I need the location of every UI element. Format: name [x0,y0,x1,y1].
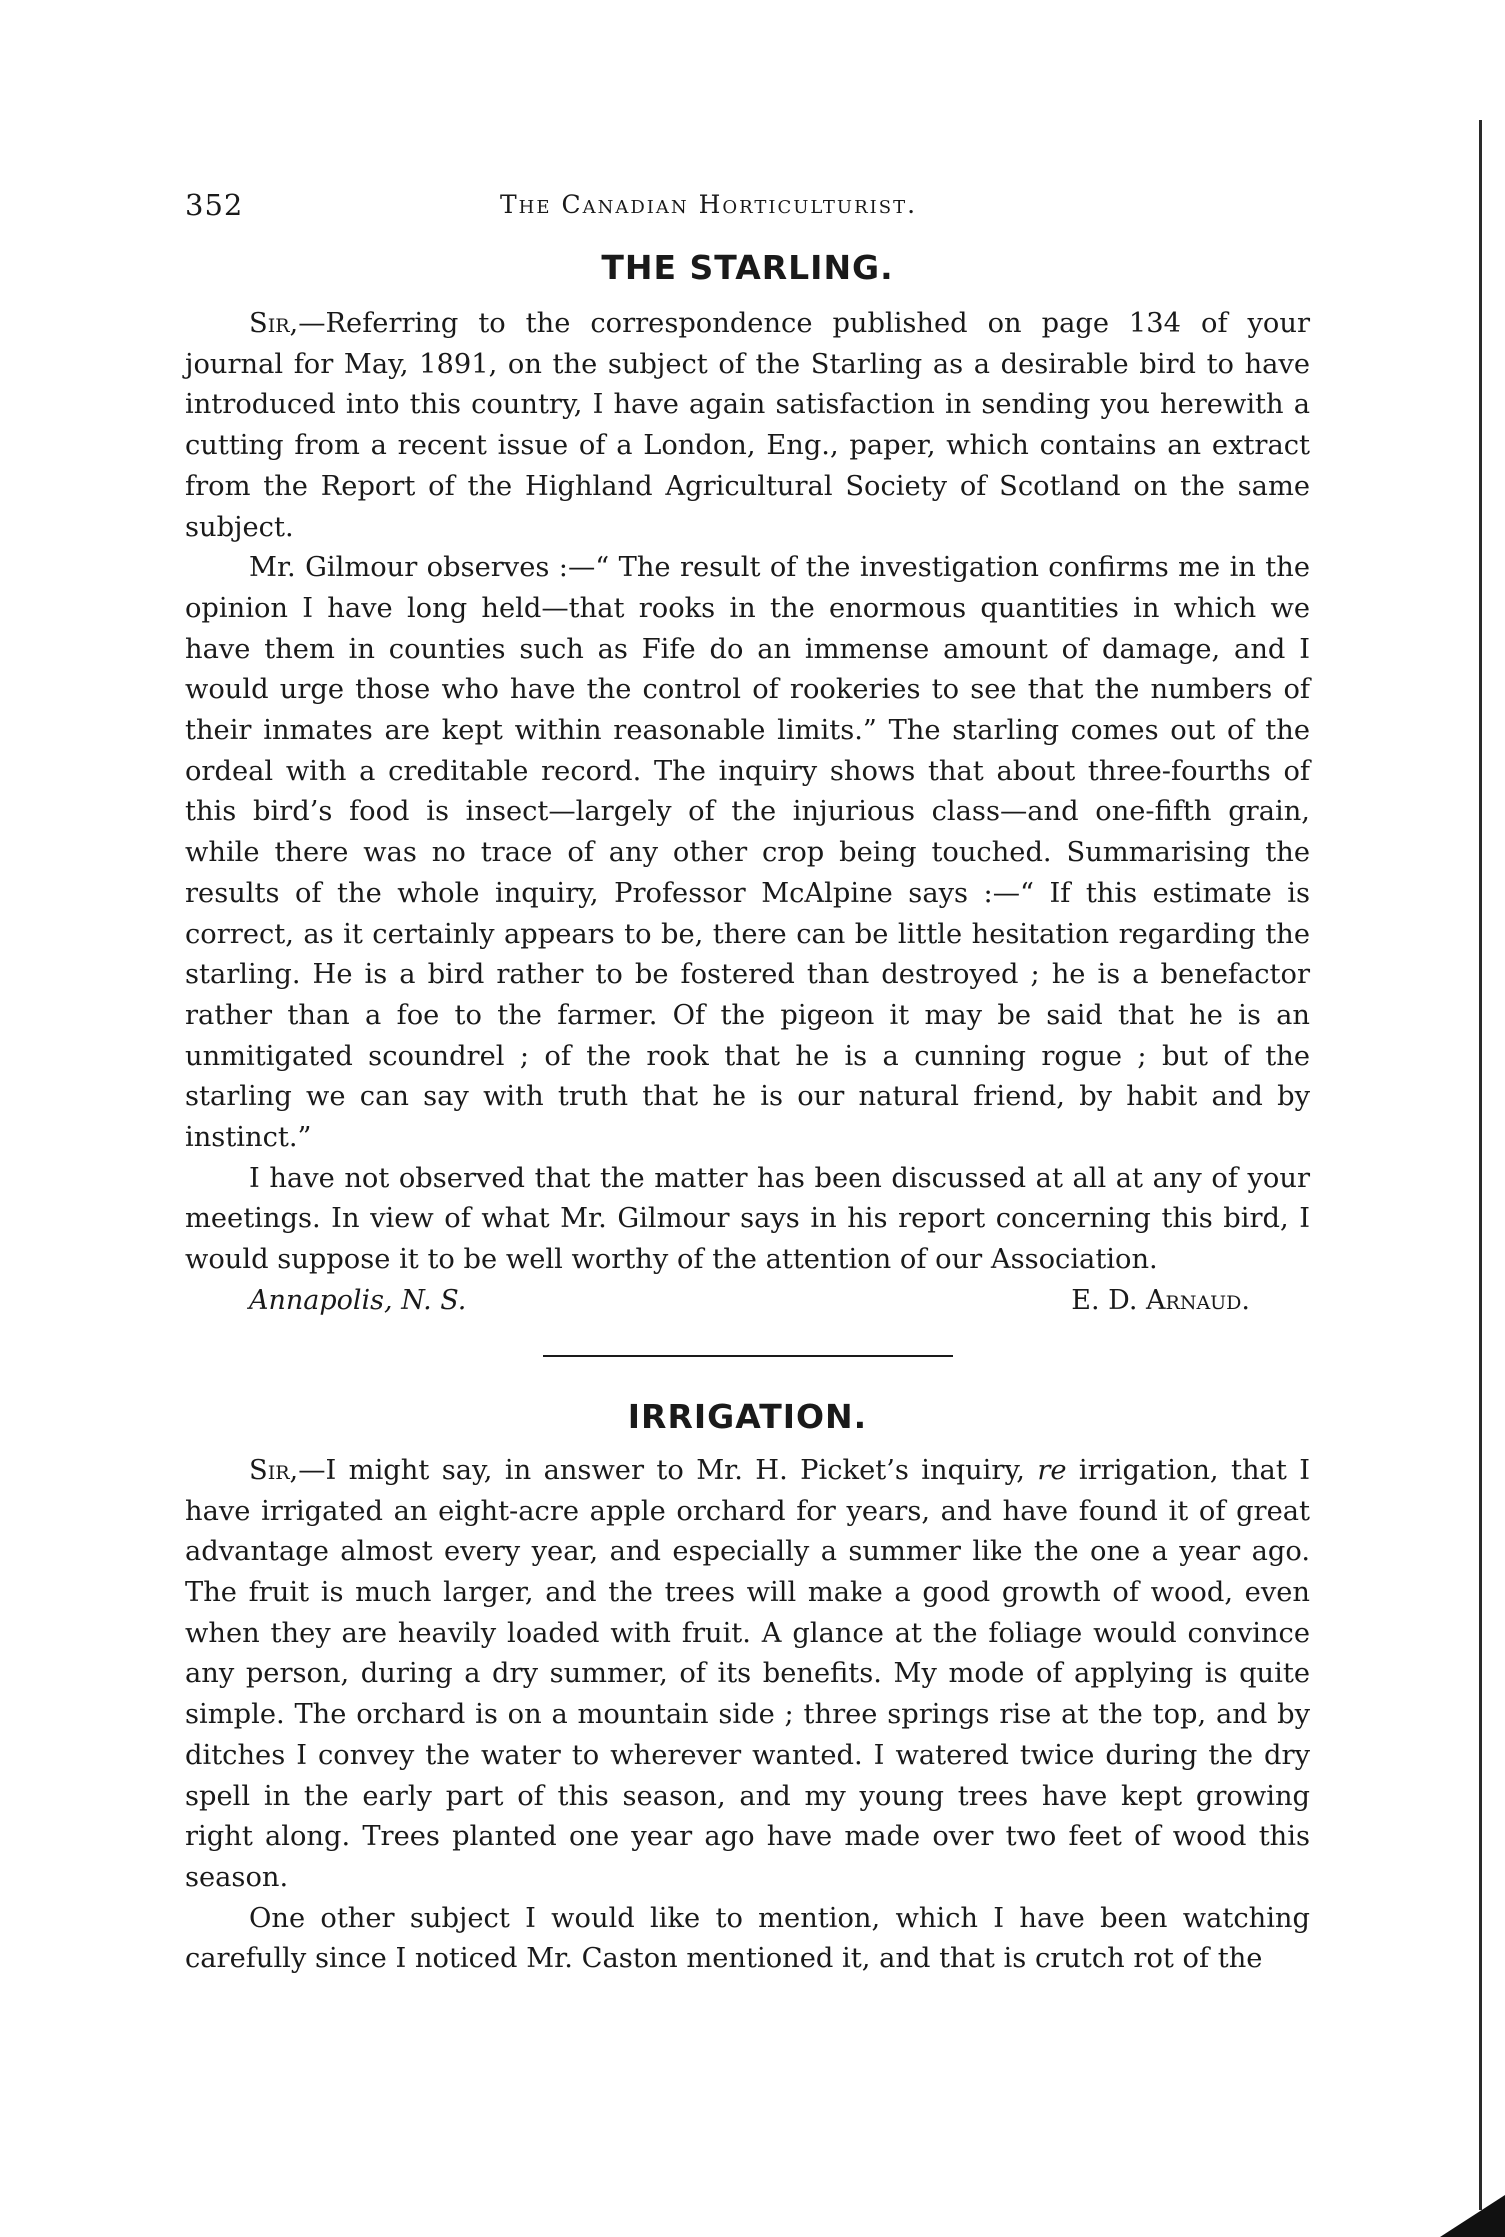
salutation: Sir, [249,308,299,339]
starling-paragraph-3: I have not observed that the matter has been discussed at all at any of your meetings. In view of what Mr. Gilmour says in his report concerning this bird, I would suppose it to be well worthy of the attention of our Association. [185,1162,1310,1276]
article-title-starling: THE STARLING. [601,248,894,287]
italic-re: re [1037,1454,1067,1486]
starling-paragraph-1 [185,304,1310,548]
signature-name [1071,1281,1250,1321]
irrigation-paragraph-1 [185,1451,1310,1899]
signature-surname: Arnaud. [1146,1284,1250,1316]
article-starling [185,248,1310,1325]
starling-paragraph-2: Mr. Gilmour observes :—“ The result of the investigation confirms me in the opinion I have long held—that rooks in the enormous quantities in which we have them in counties such as Fife do an immense amount of damage, and I would urge those who have the control of rookeries to see that the numbers of their inmates are kept within reasonable limits.” The starling comes out of the ordeal with a creditable record. The inquiry shows that about three-fourths of this bird’s food is insect—largely of the injurious class—and one-fifth grain, while there was no trace of any other crop being touched. Summarising the results of the whole inquiry, Professor McAlpine says :—“ If this estimate is correct, as it certainly appears to be, there can be little hesitation regarding the starling. He is a bird rather to be fostered than destroyed ; he is a benefactor rather than a foe to the farmer. Of the pigeon it may be said that he is an unmitigated scoundrel ; of the rook that he is a cunning rogue ; but of the starling we can say with truth that he is our natural friend, by habit and by instinct.” [185,552,1310,1154]
signature-place: Annapolis, N. S. [249,1284,467,1316]
journal-title: The Canadian Horticulturist. [500,190,918,219]
running-head [185,180,1310,240]
section-divider [543,1355,953,1357]
signature-initials: E. D. [1071,1284,1138,1316]
article-irrigation [185,1397,1310,1980]
signature-line [185,1281,1310,1325]
starling-paragraph-1-text: —Referring to the correspondence published on page 134 of your journal for May, 1891, on the subject of the Starling as a desirable bird to have introduced into this country, I have again satisfaction in sending you herewith a cutting from a recent issue of a London, Eng., paper, which contains an extract from the Report of the Highland Agricultural Society of Scotland on the same subject. [185,308,1310,543]
irrigation-paragraph-2: One other subject I would like to mention, which I have been watching carefully since I noticed Mr. Caston mentioned it, and that is crutch rot of the [185,1902,1310,1975]
article-title-irrigation: IRRIGATION. [627,1396,868,1436]
irrigation-paragraph-1-text-a: —I might say, in answer to Mr. H. Picket’s inquiry, [298,1454,1038,1486]
page-number: 352 [185,188,244,222]
document-page [185,180,1310,1980]
page-edge-line [1479,120,1482,2210]
irrigation-paragraph-1-text-b: irrigation, that I have irrigated an eight-acre apple orchard for years, and have found it of great advantage almost every year, and especially a summer like the one a year ago. The fruit is much larger, and the trees will make a good growth of wood, even when they are heavily loaded with fruit. A glance at the foliage would convince any person, during a dry summer, of its benefits. My mode of applying is quite simple. The orchard is on a mountain side ; three springs rise at the top, and by ditches I convey the water to wherever wanted. I watered twice during the dry spell in the early part of this season, and my young trees have kept growing right along. Trees planted one year ago have made over two feet of wood this season. [185,1454,1310,1893]
salutation: Sir, [249,1454,299,1486]
page-corner-mark [1440,2195,1505,2237]
